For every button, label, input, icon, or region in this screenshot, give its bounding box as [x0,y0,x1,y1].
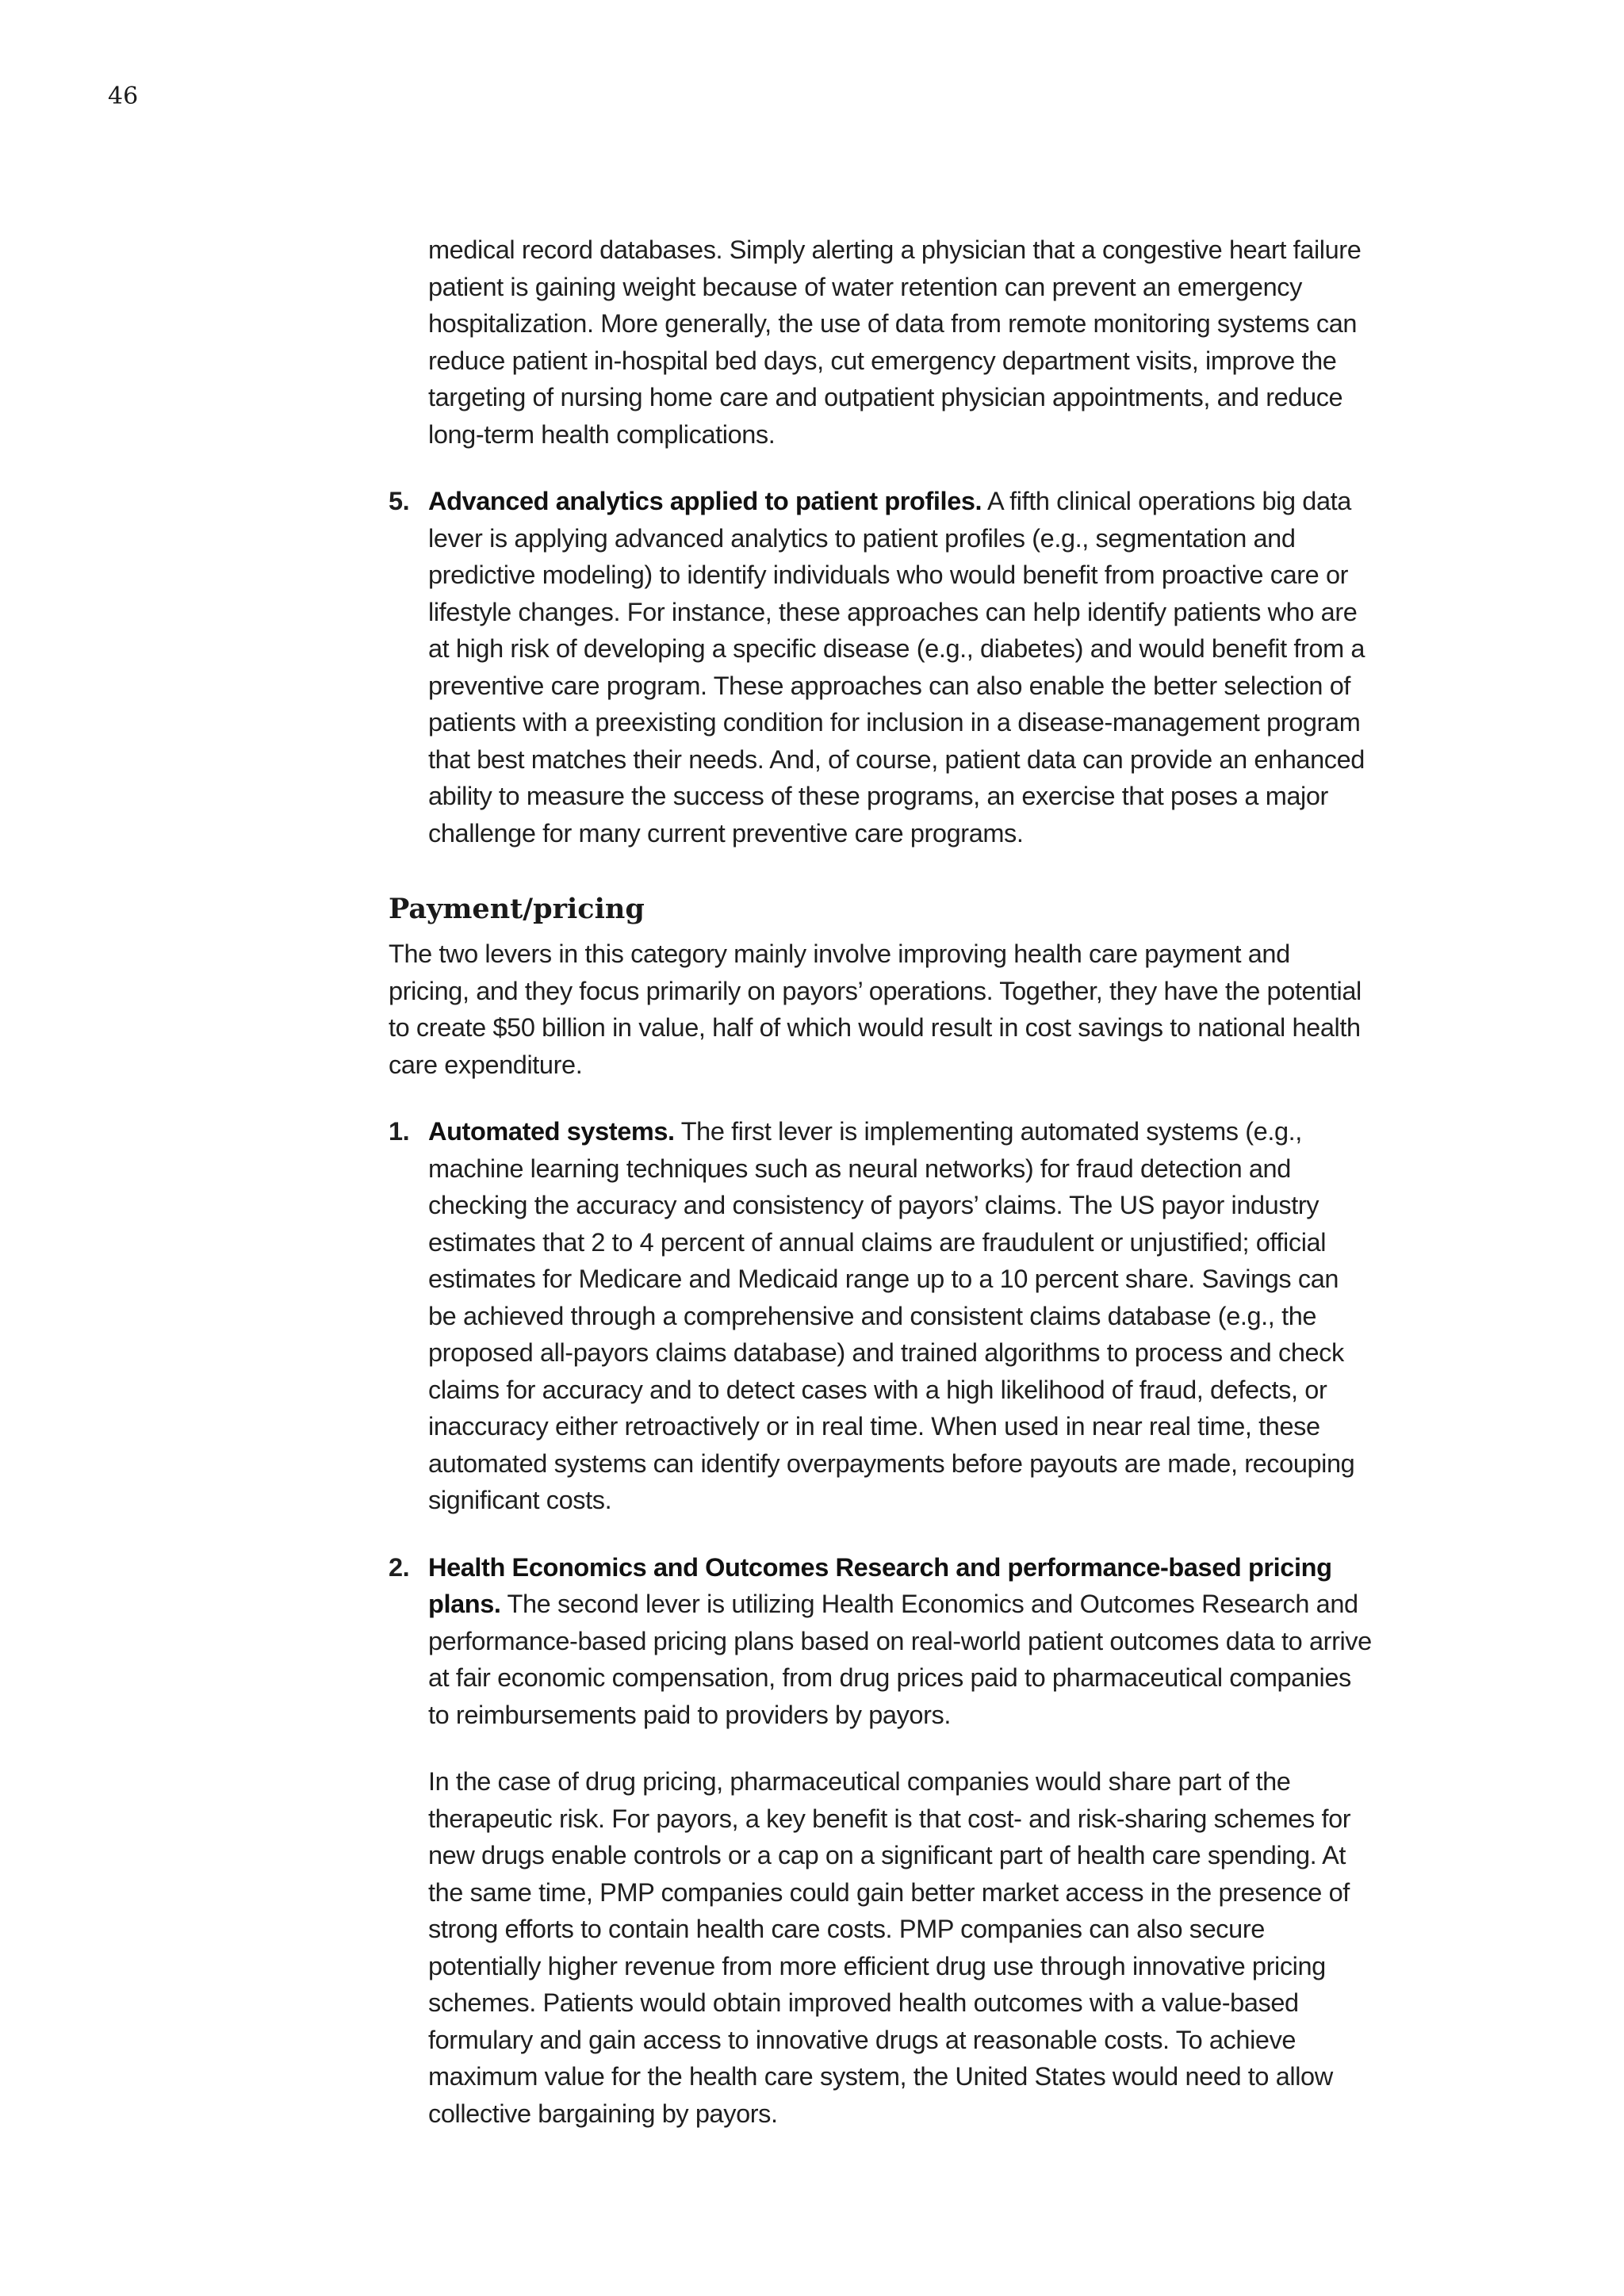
list-item-text: The first lever is implementing automated systems (e.g., machine learning techniques such as neural networks) for fraud detection and checking the accuracy and consistency of payors’ claims. The US payor industry estimates that 2 to 4 percent of annual claims are fraudulent or unjustified; official estimates for Medicare and Medicaid range up to a 10 percent share. Savings can be achieved through a comprehensive and consistent claims database (e.g., the proposed all-payors claims database) and trained algorithms to process and check claims for accuracy and to detect cases with a high likelihood of fraud, defects, or inaccuracy either retroactively or in real time. When used in near real time, these automated systems can identify overpayments before payouts are made, recouping significant costs. [428,1117,1355,1514]
list-item-text: A fifth clinical operations big data lever is applying advanced analytics to patient profiles (e.g., segmentation and predictive modeling) to identify individuals who would benefit from proactive care or lifestyle changes. For instance, these approaches can help identify patients who are at high risk of developing a specific disease (e.g., diabetes) and would benefit from a preventive care program. These approaches can also enable the better selection of patients with a preexisting condition for inclusion in a disease-management program that best matches their needs. And, of course, patient data can provide an enhanced ability to measure the success of these programs, an exercise that poses a major challenge for many current preventive care programs. [428,487,1365,848]
list-item-payment-2 [389,1549,1372,2133]
list-item-text: The second lever is utilizing Health Economics and Outcomes Research and performance-based pricing plans based on real-world patient outcomes data to arrive at fair economic compensation, from drug prices paid to pharmaceutical companies to reimbursements paid to providers by payors. [428,1590,1372,1729]
page-body [389,232,1372,2132]
list-number: 1. [389,1117,410,1146]
section-heading-payment-pricing: Payment/pricing [389,893,645,925]
continued-paragraph: medical record databases. Simply alerting a physician that a congestive heart failure patient is gaining weight because of water retention can prevent an emergency hospitalization. More generally, the use of data from remote monitoring systems can reduce patient in-hospital bed days, cut emergency department visits, improve the targeting of nursing home care and outpatient physician appointments, and reduce long-term health complications. [428,235,1362,449]
list-number: 5. [389,487,410,515]
section-intro: The two levers in this category mainly involve improving health care payment and pricing, and they focus primarily on payors’ operations. Together, they have the potential to create $50 billion in value, half of which would result in cost savings to national health care expenditure. [389,939,1362,1079]
list-item-lead: Automated systems. [428,1117,675,1146]
list-item-followup-paragraph: In the case of drug pricing, pharmaceutical companies would share part of the therapeutic risk. For payors, a key benefit is that cost- and risk-sharing schemes for new drugs enable controls or a cap on a significant part of health care spending. At the same time, PMP companies could gain better market access in the presence of strong efforts to contain health care costs. PMP companies can also secure potentially higher revenue from more efficient drug use through innovative pricing schemes. Patients would obtain improved health outcomes with a value-based formulary and gain access to innovative drugs at reasonable costs. To achieve maximum value for the health care system, the United States would need to allow collective bargaining by payors. [428,1767,1351,2128]
list-item-lead: Advanced analytics applied to patient profiles. [428,487,982,515]
list-item-lead: Health Economics and Outcomes Research and performance-based pricing plans. [428,1552,1332,1618]
page-number: 46 [108,82,139,110]
list-number: 2. [389,1552,410,1582]
list-item-payment-1 [389,1113,1372,1519]
list-item-clinical-5 [389,483,1372,851]
